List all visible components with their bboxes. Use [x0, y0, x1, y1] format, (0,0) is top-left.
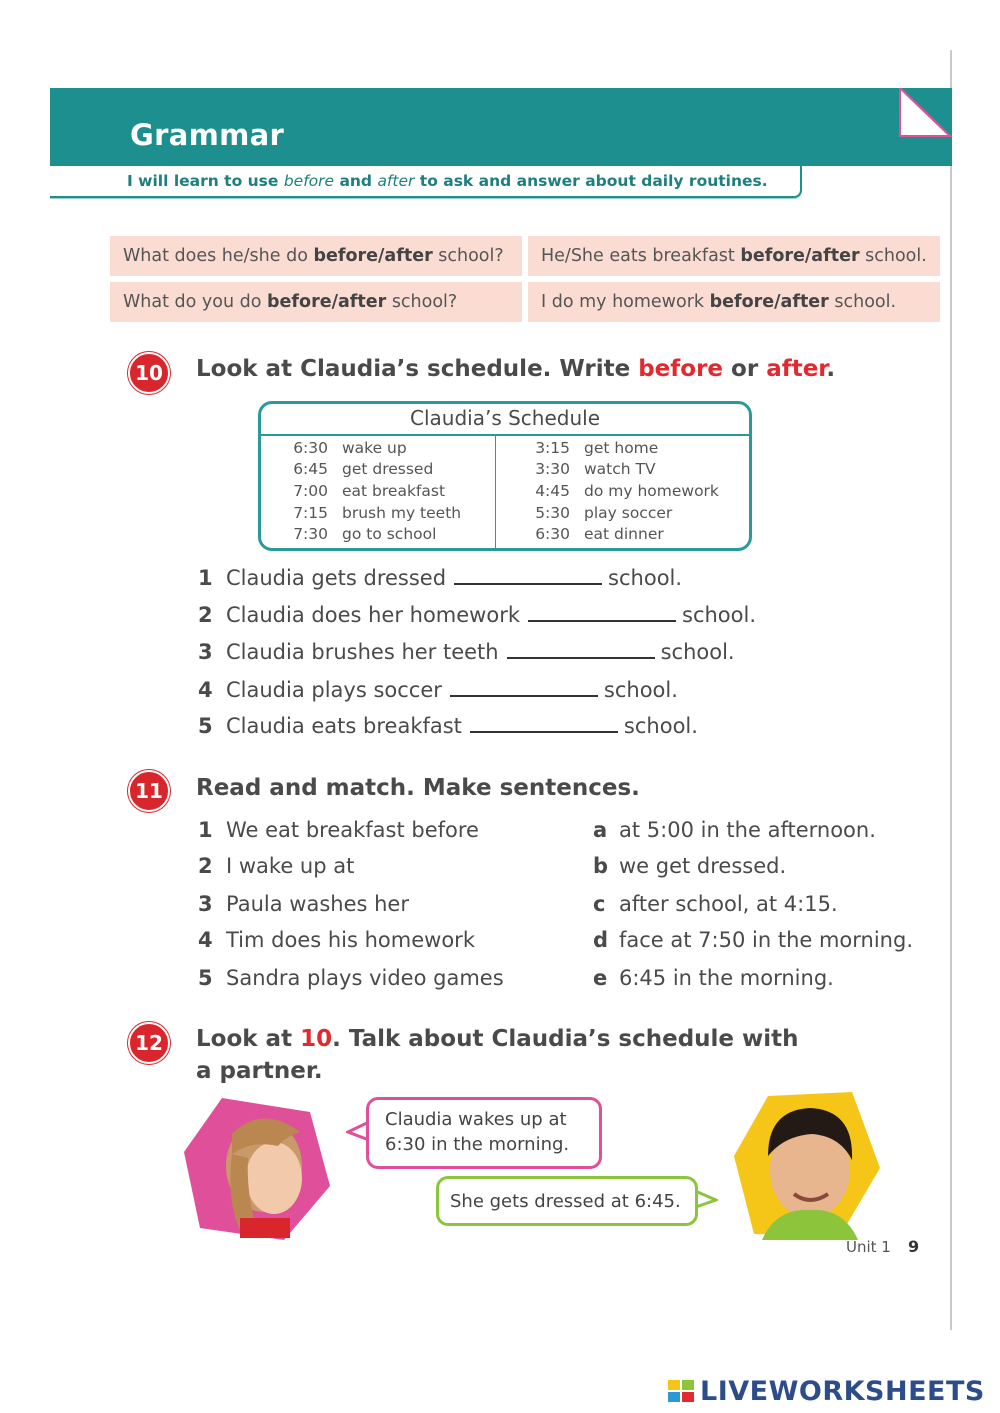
page-edge: [950, 50, 952, 1330]
speech-bubble-girl-line2: 6:30 in the morning.: [385, 1134, 570, 1155]
brand-name: LIVEWORKSHEETS: [700, 1376, 985, 1407]
match-left-item: 1 We eat breakfast before: [198, 818, 479, 842]
exercise-10-item: 5 Claudia eats breakfast school.: [198, 714, 698, 738]
match-left-item: 3 Paula washes her: [198, 892, 409, 916]
boy-photo: [732, 1090, 882, 1240]
girl-photo: [182, 1094, 332, 1244]
liveworksheets-logo-icon: [668, 1380, 696, 1404]
schedule-row: 6:30 eat dinner: [535, 525, 664, 543]
schedule-row: 5:30 play soccer: [535, 504, 673, 522]
match-right-item: a at 5:00 in the afternoon.: [593, 818, 876, 842]
page-title: Grammar: [130, 118, 285, 152]
schedule-title: Claudia’s Schedule: [410, 406, 600, 430]
match-right-item: c after school, at 4:15.: [593, 892, 838, 916]
match-right-item: d face at 7:50 in the morning.: [593, 928, 913, 952]
exercise-12-title: Look at 10. Talk about Claudia’s schedule with: [196, 1026, 799, 1052]
schedule-divider: [261, 434, 749, 436]
schedule-row: 6:30 wake up: [293, 439, 407, 457]
page-number: 9: [908, 1237, 920, 1256]
answer-blank[interactable]: [528, 602, 676, 622]
grammar-question-1: What does he/she do before/after school?: [110, 236, 522, 276]
schedule-row: 3:15 get home: [535, 439, 659, 457]
grammar-question-2: What do you do before/after school?: [110, 282, 522, 322]
exercise-10-item: 2 Claudia does her homework school.: [198, 603, 757, 627]
exercise-12-title-line2: a partner.: [196, 1058, 323, 1084]
exercise-12-badge: 12: [128, 1022, 170, 1064]
exercise-11-title: Read and match. Make sentences.: [196, 775, 640, 801]
grammar-answer-1: He/She eats breakfast before/after school.: [528, 236, 940, 276]
match-left-item: 5 Sandra plays video games: [198, 966, 504, 990]
speech-bubble-girl-line1: Claudia wakes up at: [385, 1109, 567, 1130]
answer-blank[interactable]: [470, 713, 618, 733]
match-right-item: b we get dressed.: [593, 854, 787, 878]
match-right-item: e 6:45 in the morning.: [593, 966, 834, 990]
schedule-row: 4:45 do my homework: [535, 482, 719, 500]
schedule-row: 6:45 get dressed: [293, 460, 434, 478]
exercise-11-badge: 11: [128, 770, 170, 812]
schedule-column-divider: [495, 436, 496, 548]
exercise-10-title: Look at Claudia’s schedule. Write before or after.: [196, 356, 836, 382]
speech-bubble-boy-text: She gets dressed at 6:45.: [450, 1191, 681, 1212]
grammar-answer-2: I do my homework before/after school.: [528, 282, 940, 322]
exercise-10-badge: 10: [128, 352, 170, 394]
answer-blank[interactable]: [507, 639, 655, 659]
schedule-row: 7:30 go to school: [293, 525, 437, 543]
page-corner-fold-icon: [898, 88, 952, 138]
match-left-item: 4 Tim does his homework: [198, 928, 475, 952]
schedule-row: 3:30 watch TV: [535, 460, 656, 478]
unit-label: Unit 1: [846, 1238, 891, 1256]
answer-blank[interactable]: [450, 677, 598, 697]
exercise-10-item: 1 Claudia gets dressed school.: [198, 566, 683, 590]
schedule-row: 7:00 eat breakfast: [293, 482, 446, 500]
exercise-10-item: 3 Claudia brushes her teeth school.: [198, 640, 735, 664]
schedule-row: 7:15 brush my teeth: [293, 504, 462, 522]
answer-blank[interactable]: [454, 565, 602, 585]
exercise-10-item: 4 Claudia plays soccer school.: [198, 678, 678, 702]
learning-objective: I will learn to use before and after to ask and answer about daily routines.: [127, 172, 768, 190]
match-left-item: 2 I wake up at: [198, 854, 355, 878]
